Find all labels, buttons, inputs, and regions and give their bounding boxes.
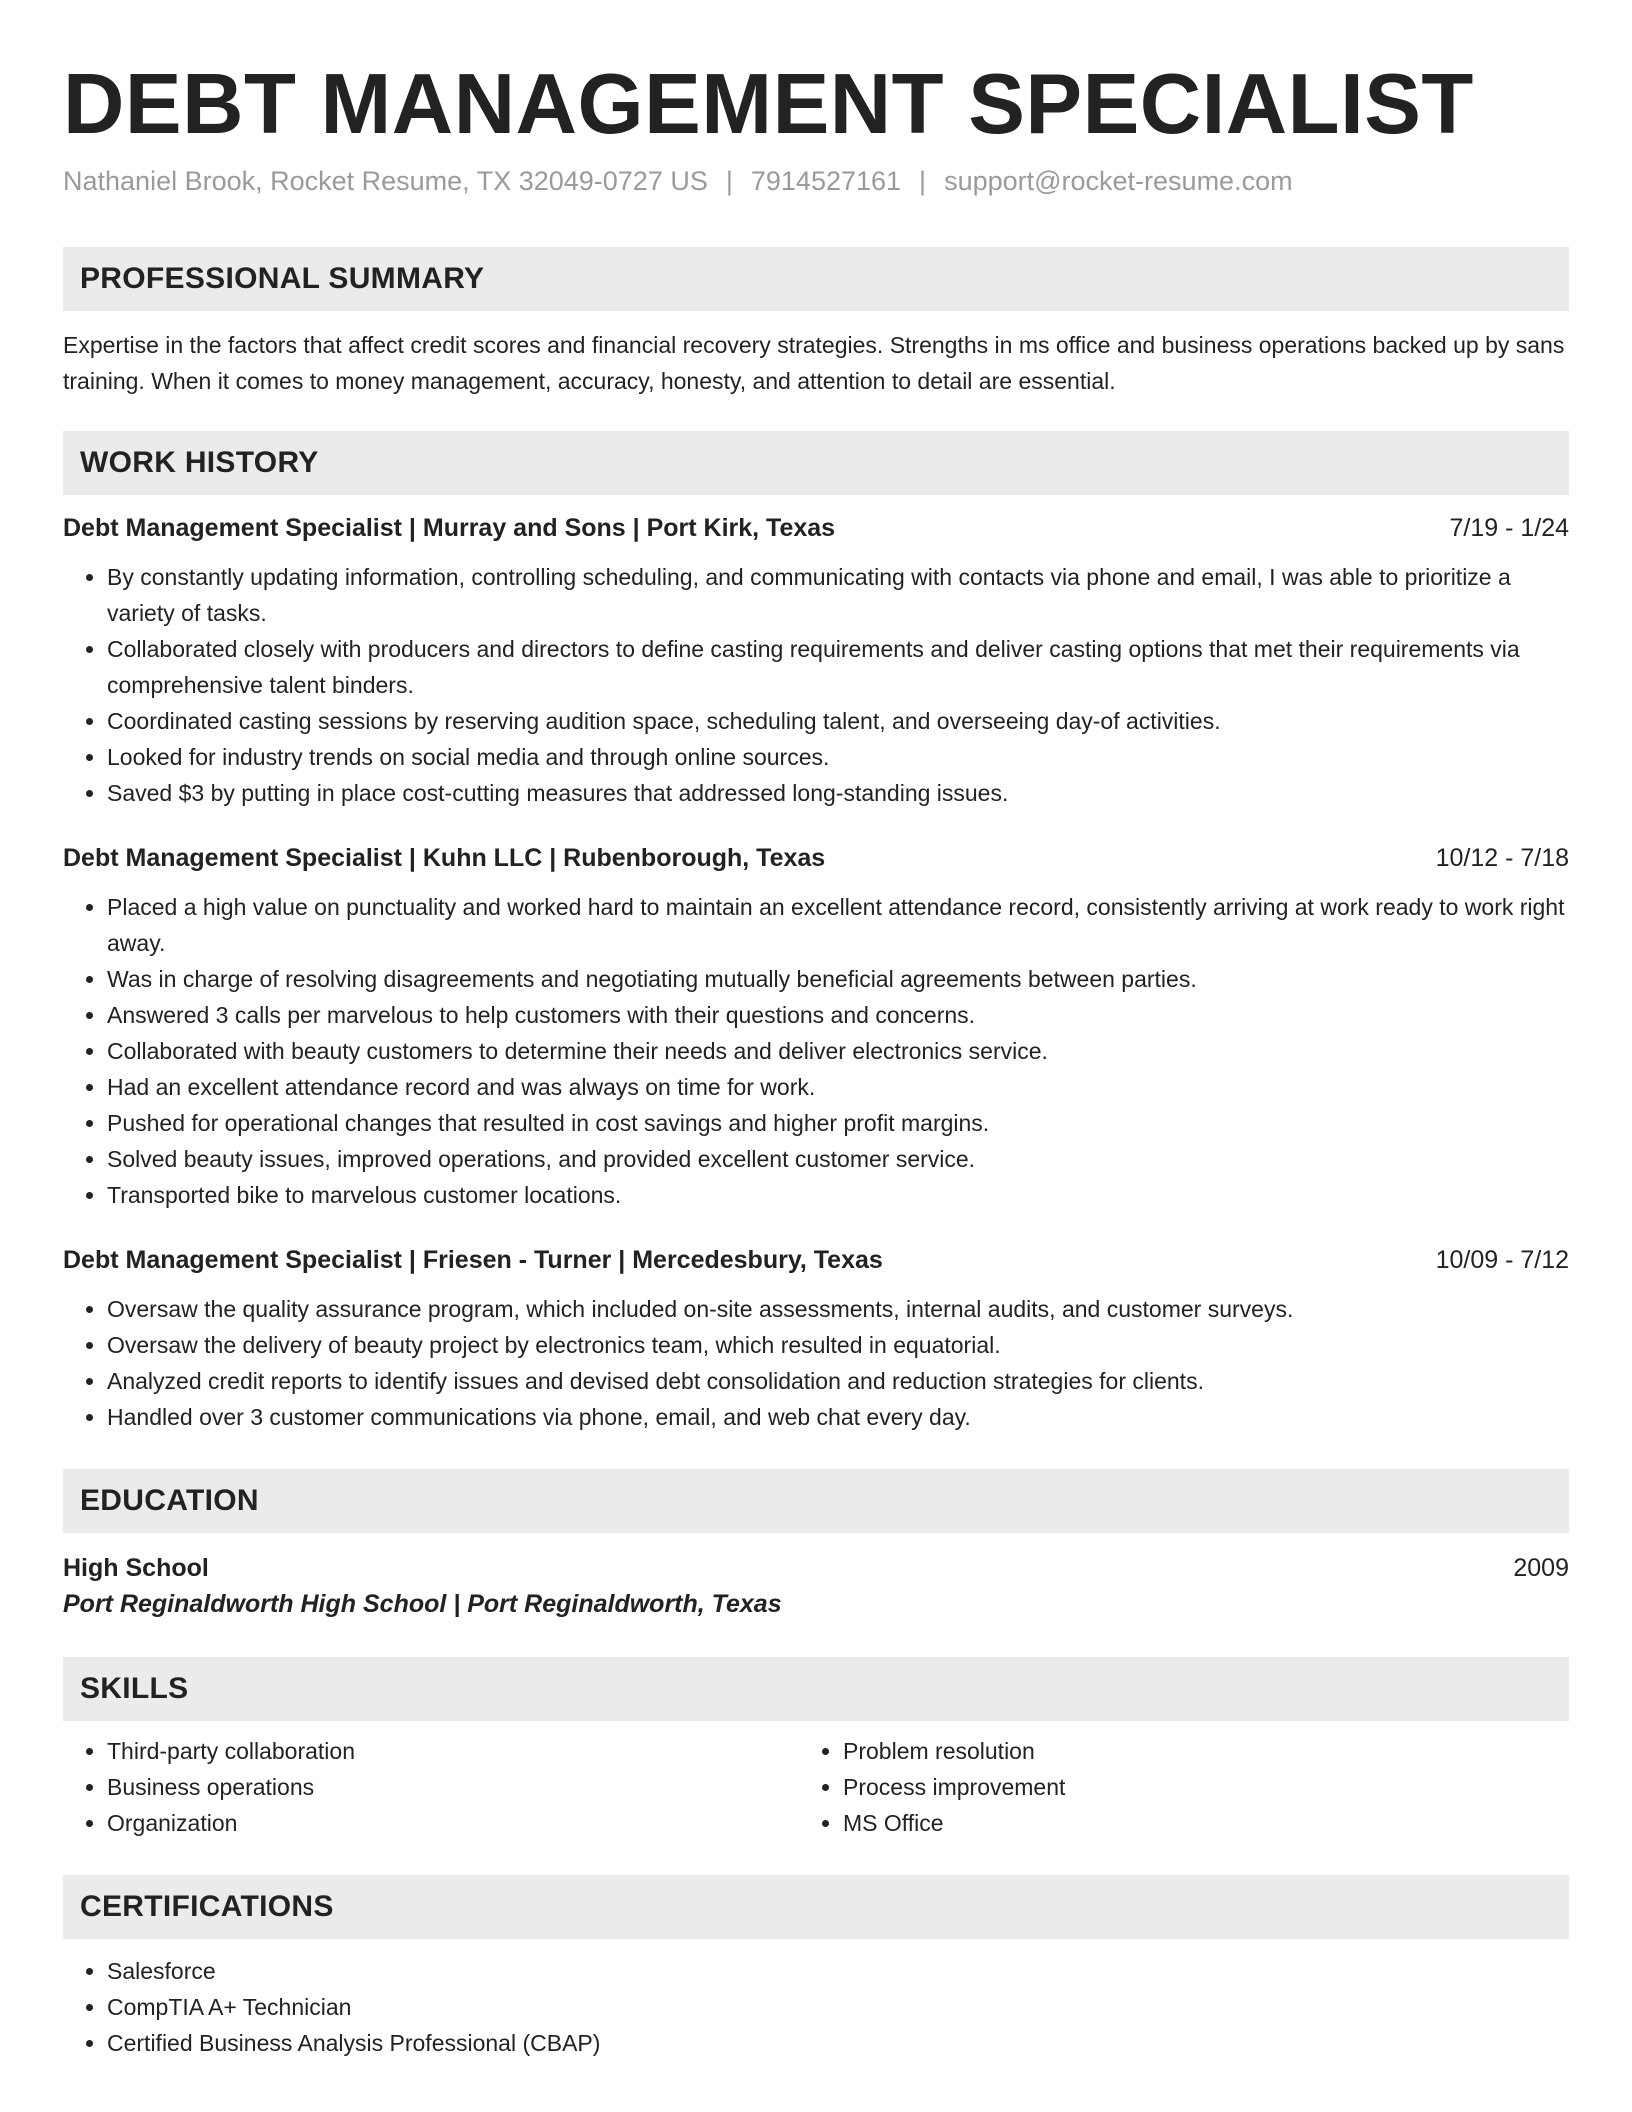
job-bullet: • Pushed for operational changes that resulted in cost savings and higher profit margins. <box>107 1105 1569 1141</box>
job-bullet: • Solved beauty issues, improved operations, and provided excellent customer service. <box>107 1141 1569 1177</box>
skill-item: • Business operations <box>107 1769 799 1805</box>
contact-line <box>63 166 1569 197</box>
skills-column-left <box>63 1733 799 1841</box>
job-bullet: • Looked for industry trends on social media and through online sources. <box>107 739 1569 775</box>
job-bullets <box>63 889 1569 1213</box>
work-history-heading: WORK HISTORY <box>63 431 1569 495</box>
education-heading: EDUCATION <box>63 1469 1569 1533</box>
contact-separator: | <box>919 165 927 196</box>
skill-item: • Organization <box>107 1805 799 1841</box>
certification-item: • Certified Business Analysis Professional (CBAP) <box>107 2025 1569 2061</box>
skills-heading: SKILLS <box>63 1657 1569 1721</box>
job-bullet: • Had an excellent attendance record and was always on time for work. <box>107 1069 1569 1105</box>
certifications-list <box>63 1953 1569 2061</box>
skill-item: • Problem resolution <box>843 1733 1535 1769</box>
job-dates: 7/19 - 1/24 <box>1449 513 1569 542</box>
job-title: Debt Management Specialist | Kuhn LLC | Rubenborough, Texas <box>63 843 826 872</box>
certification-item: • Salesforce <box>107 1953 1569 1989</box>
job-bullet: • Collaborated with beauty customers to determine their needs and deliver electronics service. <box>107 1033 1569 1069</box>
job-dates: 10/09 - 7/12 <box>1435 1245 1569 1274</box>
contact-phone: 7914527161 <box>750 165 902 196</box>
education-row <box>63 1551 1569 1585</box>
education-school: Port Reginaldworth High School | Port Reginaldworth, Texas <box>63 1589 782 1618</box>
job-entry <box>63 841 1569 1213</box>
job-bullet: • Handled over 3 customer communications via phone, email, and web chat every day. <box>107 1399 1569 1435</box>
job-bullet: • Collaborated closely with producers and directors to define casting requirements and deliver casting options that met their requirements via comprehensive talent binders. <box>107 631 1569 703</box>
job-bullet: • Oversaw the quality assurance program, which included on-site assessments, internal audits, and customer surveys. <box>107 1291 1569 1327</box>
job-bullet: • Analyzed credit reports to identify issues and devised debt consolidation and reduction strategies for clients. <box>107 1363 1569 1399</box>
certifications-heading: CERTIFICATIONS <box>63 1875 1569 1939</box>
skills-grid <box>63 1733 1569 1841</box>
job-header <box>63 841 1569 875</box>
job-entry <box>63 1243 1569 1435</box>
job-header <box>63 511 1569 545</box>
page-title: DEBT MANAGEMENT SPECIALIST <box>63 57 1474 152</box>
job-bullet: • Was in charge of resolving disagreements and negotiating mutually beneficial agreements between parties. <box>107 961 1569 997</box>
skills-column-right <box>799 1733 1535 1841</box>
job-bullet: • Transported bike to marvelous customer locations. <box>107 1177 1569 1213</box>
education-degree: High School <box>63 1553 209 1582</box>
summary-text: Expertise in the factors that affect credit scores and financial recovery strategies. Strengths in ms office and business operations backed up by sans training. When it comes to money management, accuracy, honesty, and attention to detail are essential. <box>63 331 1565 394</box>
certification-item: • CompTIA A+ Technician <box>107 1989 1569 2025</box>
job-bullet: • Coordinated casting sessions by reserving audition space, scheduling talent, and overseeing day-of activities. <box>107 703 1569 739</box>
job-entry <box>63 511 1569 811</box>
job-bullet: • By constantly updating information, controlling scheduling, and communicating with contacts via phone and email, I was able to prioritize a variety of tasks. <box>107 559 1569 631</box>
job-title: Debt Management Specialist | Friesen - Turner | Mercedesbury, Texas <box>63 1245 883 1274</box>
skill-item: • Third-party collaboration <box>107 1733 799 1769</box>
contact-separator: | <box>725 165 733 196</box>
job-bullet: • Placed a high value on punctuality and worked hard to maintain an excellent attendance record, consistently arriving at work ready to work right away. <box>107 889 1569 961</box>
contact-email: support@rocket-resume.com <box>944 165 1293 196</box>
education-year: 2009 <box>1513 1553 1569 1582</box>
skill-item: • Process improvement <box>843 1769 1535 1805</box>
job-dates: 10/12 - 7/18 <box>1435 843 1569 872</box>
job-bullets <box>63 559 1569 811</box>
education-entry <box>63 1551 1569 1623</box>
skill-item: • MS Office <box>843 1805 1535 1841</box>
job-bullet: • Saved $3 by putting in place cost-cutting measures that addressed long-standing issues. <box>107 775 1569 811</box>
job-bullet: • Oversaw the delivery of beauty project by electronics team, which resulted in equatorial. <box>107 1327 1569 1363</box>
contact-address: Nathaniel Brook, Rocket Resume, TX 32049-0727 US <box>63 165 708 196</box>
job-bullets <box>63 1291 1569 1435</box>
job-header <box>63 1243 1569 1277</box>
summary-heading: PROFESSIONAL SUMMARY <box>63 247 1569 311</box>
job-bullet: • Answered 3 calls per marvelous to help customers with their questions and concerns. <box>107 997 1569 1033</box>
job-title: Debt Management Specialist | Murray and Sons | Port Kirk, Texas <box>63 513 836 542</box>
